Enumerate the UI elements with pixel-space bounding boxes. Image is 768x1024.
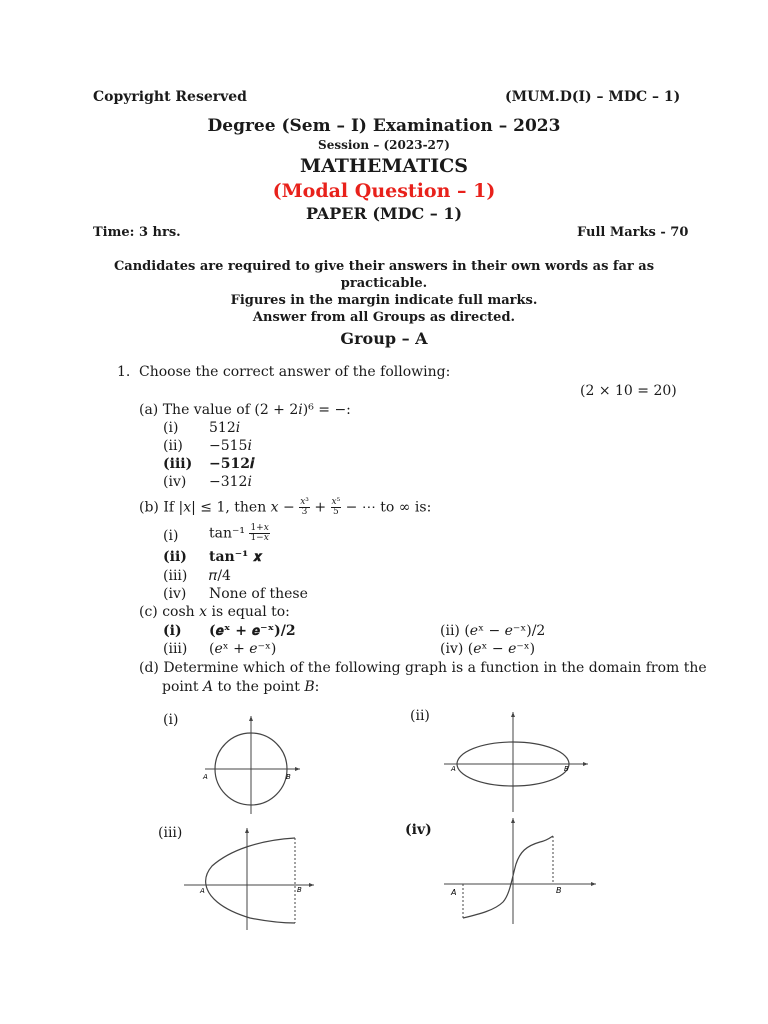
stem-suffix: − ⋯ to ∞ is: (345, 499, 432, 516)
option-text: tan⁻¹ $\frac{\text{1+𝑥}}{\text{1−𝑥}}$ (209, 523, 269, 543)
exam-title: Degree (Sem – I) Examination – 2023 (207, 116, 561, 136)
subquestion-d-stem: point 𝐴 to the point 𝐵: (162, 679, 320, 695)
option-num: (iii) (163, 641, 188, 657)
option-text-correct: (𝒆ˣ + 𝒆⁻ˣ)/𝟐 (209, 623, 296, 639)
point-a-label: A (203, 773, 208, 781)
arrow-icon (249, 716, 253, 721)
graph-label: (i) (163, 712, 179, 728)
graph-cubic (440, 816, 600, 926)
paper-title: PAPER (MDC – 1) (305, 204, 463, 223)
option-num-correct: (iii) (163, 456, 193, 472)
option-text: (ii) (𝑒ˣ − 𝑒⁻ˣ)/2 (440, 623, 546, 639)
point-b-label: B (286, 773, 291, 781)
fraction-x3-over-3: $\frac{\text{𝑥³}}{3}$ (300, 497, 309, 517)
graph-label: (iii) (158, 825, 183, 841)
graph-label: (iv) (405, 822, 432, 838)
option-text: (iv) (𝑒ˣ − 𝑒⁻ˣ) (440, 641, 536, 657)
graph-circle (195, 712, 305, 816)
plus-sign: + (314, 499, 327, 516)
stem-prefix: (b) If |𝑥| ≤ 1, then 𝑥 − (139, 499, 295, 516)
point-a-label: A (451, 888, 457, 897)
point-b-label: B (556, 886, 562, 895)
time-label: Time: 3 hrs. (93, 225, 181, 240)
subject-title: MATHEMATICS (300, 155, 468, 177)
model-question-title: (Modal Question – 1) (272, 180, 496, 202)
session-label: Session – (2023-27) (318, 138, 450, 152)
option-text: (𝑒ˣ + 𝑒⁻ˣ) (209, 641, 277, 657)
option-num: (iv) (163, 586, 187, 602)
subquestion-c-stem: (c) cosh 𝑥 is equal to: (139, 604, 290, 620)
option-num: (ii) (163, 438, 183, 454)
instruction-line: practicable. (340, 276, 428, 291)
paper-code: (MUM.D(I) – MDC – 1) (505, 89, 681, 105)
point-a-label: A (451, 765, 456, 773)
curve (206, 838, 295, 923)
point-a-label: A (200, 887, 205, 895)
option-num-correct: (ii) (163, 549, 187, 565)
group-heading: Group – A (340, 329, 428, 348)
option-num-correct: (i) (163, 623, 182, 639)
point-b-label: B (564, 765, 569, 773)
option-text: None of these (209, 586, 308, 602)
subquestion-b-stem (139, 498, 431, 517)
full-marks-label: Full Marks - 70 (577, 225, 689, 240)
subquestion-d-stem: (d) Determine which of the following graph is a function in the domain from the (139, 660, 707, 676)
curve (463, 836, 553, 918)
graph-ellipse (440, 710, 590, 814)
arrow-icon (591, 882, 596, 886)
instruction-line: Figures in the margin indicate full marks. (230, 293, 538, 308)
point-b-label: B (297, 886, 302, 894)
option-text: −515𝑖 (209, 438, 252, 454)
arrow-icon (245, 828, 249, 833)
fraction-1px-over-1mx: $\frac{\text{1+𝑥}}{\text{1−𝑥}}$ (250, 523, 269, 543)
option-text-correct: tan⁻¹ 𝒙 (209, 549, 263, 565)
instruction-line: Candidates are required to give their answers in their own words as far as (113, 259, 655, 274)
option-text: 512𝑖 (209, 420, 241, 436)
graph-label: (ii) (410, 708, 430, 724)
graph-parabola (180, 826, 320, 932)
instruction-line: Answer from all Groups as directed. (252, 310, 516, 325)
option-num: (iv) (163, 474, 187, 490)
arrow-icon (309, 883, 314, 887)
option-num: (i) (163, 420, 179, 436)
question-marks: (2 × 10 = 20) (580, 383, 677, 399)
option-text: −312𝑖 (209, 474, 252, 490)
option-num: (iii) (163, 568, 188, 584)
arrow-icon (583, 762, 588, 766)
question-text: Choose the correct answer of the following: (139, 364, 451, 380)
question-number: 1. (117, 364, 131, 380)
option-text: 𝜋/4 (209, 568, 231, 584)
option-text-correct: −512𝒊 (209, 456, 254, 472)
arrow-icon (511, 712, 515, 717)
subquestion-a-stem: (a) The value of (2 + 2𝑖)⁶ = −: (139, 402, 351, 418)
copyright-label: Copyright Reserved (93, 89, 247, 105)
fraction-x5-over-5: $\frac{\text{𝑥⁵}}{5}$ (331, 497, 341, 517)
arrow-icon (511, 818, 515, 823)
option-num: (i) (163, 528, 179, 544)
arrow-icon (295, 767, 300, 771)
